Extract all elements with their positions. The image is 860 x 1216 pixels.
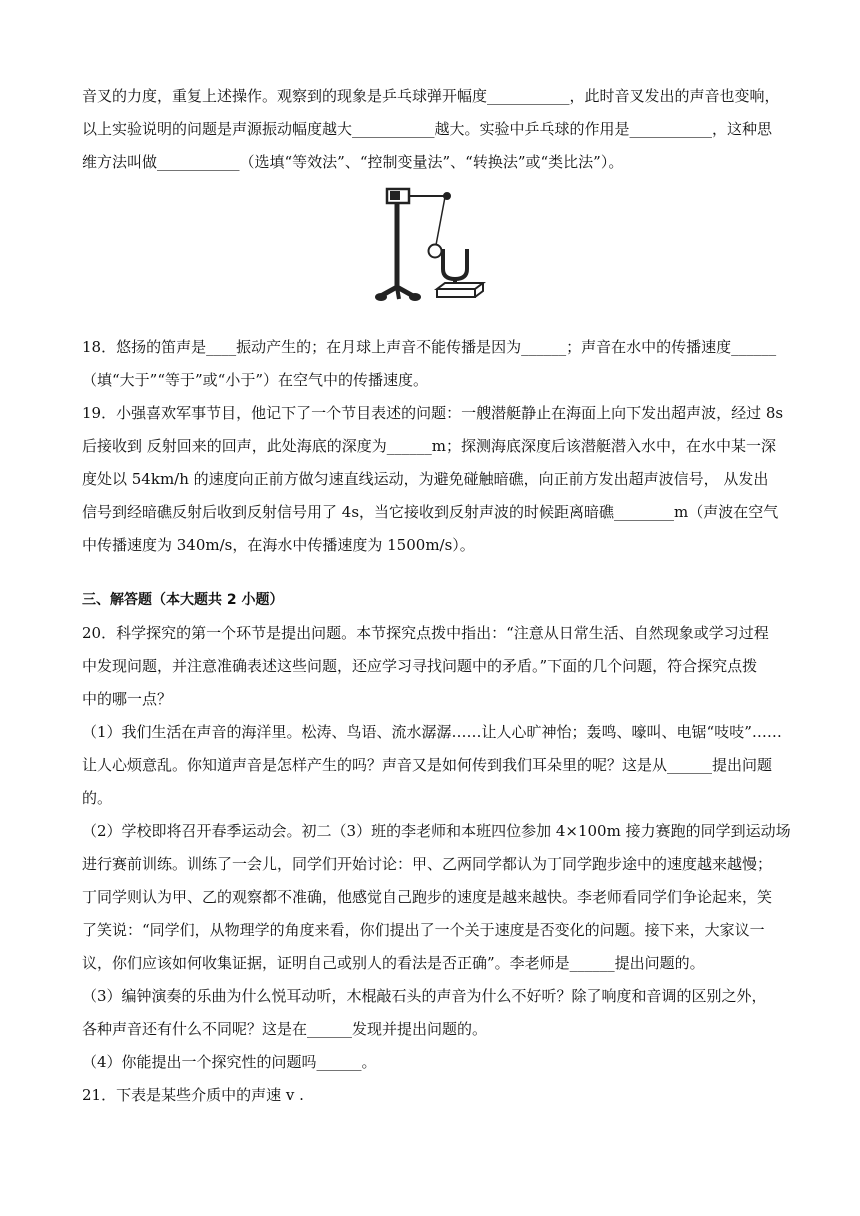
- text-line: 各种声音还有什么不同呢？这是在______发现并提出问题的。: [82, 1020, 488, 1038]
- text-line: 信号到经暗礁反射后收到反射信号用了 4s，当它接收到反射声波的时候距离暗礁________m（声波在空气: [82, 503, 779, 521]
- text-line: 中的哪一点？: [82, 690, 173, 708]
- text-line: 了笑说：“同学们，从物理学的角度来看，你们提出了一个关于速度是否变化的问题。接下来，大家议一: [82, 921, 765, 939]
- text-line: 进行赛前训练。训练了一会儿，同学们开始讨论：甲、乙两同学都认为丁同学跑步途中的速度越来越慢；: [82, 855, 773, 873]
- text-line: （1）我们生活在声音的海洋里。松涛、鸟语、流水潺潺……让人心旷神怡；轰鸣、嚎叫、电锯“吱吱”……: [82, 723, 782, 741]
- text-line: 20．科学探究的第一个环节是提出问题。本节探究点拨中指出：“注意从日常生活、自然现象或学习过程: [82, 624, 769, 642]
- section-heading: 三、解答题（本大题共 2 小题）: [82, 592, 284, 608]
- question-18: [82, 331, 782, 397]
- text-line: （4）你能提出一个探究性的问题吗______。: [82, 1053, 377, 1071]
- text-line: 度处以 54km/h 的速度向正前方做匀速直线运动，为避免碰触暗礁，向正前方发出超声波信号， 从发出: [82, 470, 769, 488]
- section-spacer: [82, 562, 782, 584]
- text-line: （填“大于”“等于”或“小于”）在空气中的传播速度。: [82, 371, 429, 389]
- text-line: 21．下表是某些介质中的声速 v .: [82, 1086, 304, 1104]
- text-line: 中传播速度为 340m/s，在海水中传播速度为 1500m/s）。: [82, 536, 475, 554]
- text-line: 中发现问题，并注意准确表述这些问题，还应学习寻找问题中的矛盾。”下面的几个问题，符合探究点拨: [82, 657, 758, 675]
- text-line: 18．悠扬的笛声是____振动产生的；在月球上声音不能传播是因为______；声音在水中的传播速度______: [82, 338, 777, 356]
- question-21: [82, 1079, 782, 1112]
- question-20: [82, 617, 791, 1079]
- document-page: [82, 80, 791, 1112]
- tuning-fork-figure: [82, 179, 782, 329]
- text-line: 议，你们应该如何收集证据，证明自己或别人的看法是否正确”。李老师是______提出问题的。: [82, 954, 705, 972]
- text-line: 维方法叫做___________（选填“等效法”、“控制变量法”、“转换法”或“类比法”）。: [82, 153, 624, 171]
- text-line: （2）学校即将召开春季运动会。初二（3）班的李老师和本班四位参加 4×100m 接力赛跑的同学到运动场: [82, 822, 791, 840]
- question-19: [82, 397, 782, 562]
- text-line: 后接收到 反射回来的回声，此处海底的深度为______m；探测海底深度后该潜艇潜入水中，在水中某一深: [82, 437, 776, 455]
- text-line: 音叉的力度，重复上述操作。观察到的现象是乒乓球弹开幅度___________，此时音叉发出的声音也变响，: [82, 87, 780, 105]
- text-line: 的。: [82, 789, 113, 807]
- question-17-continued: [82, 80, 782, 179]
- text-line: 以上实验说明的问题是声源振动幅度越大___________越大。实验中乒乓球的作用是___________，这种思: [82, 120, 773, 138]
- text-line: （3）编钟演奏的乐曲为什么悦耳动听，木棍敲石头的声音为什么不好听？除了响度和音调的区别之外，: [82, 987, 767, 1005]
- text-line: 丁同学则认为甲、乙的观察都不准确，他感觉自己跑步的速度是越来越快。李老师看同学们争论起来，笑: [82, 888, 773, 906]
- tuning-fork-ping-pong-illustration: [375, 187, 487, 305]
- text-line: 让人心烦意乱。你知道声音是怎样产生的吗？声音又是如何传到我们耳朵里的呢？这是从______提出问题: [82, 756, 773, 774]
- text-line: 19．小强喜欢军事节目，他记下了一个节目表述的问题：一艘潜艇静止在海面上向下发出超声波，经过 8s: [82, 404, 784, 422]
